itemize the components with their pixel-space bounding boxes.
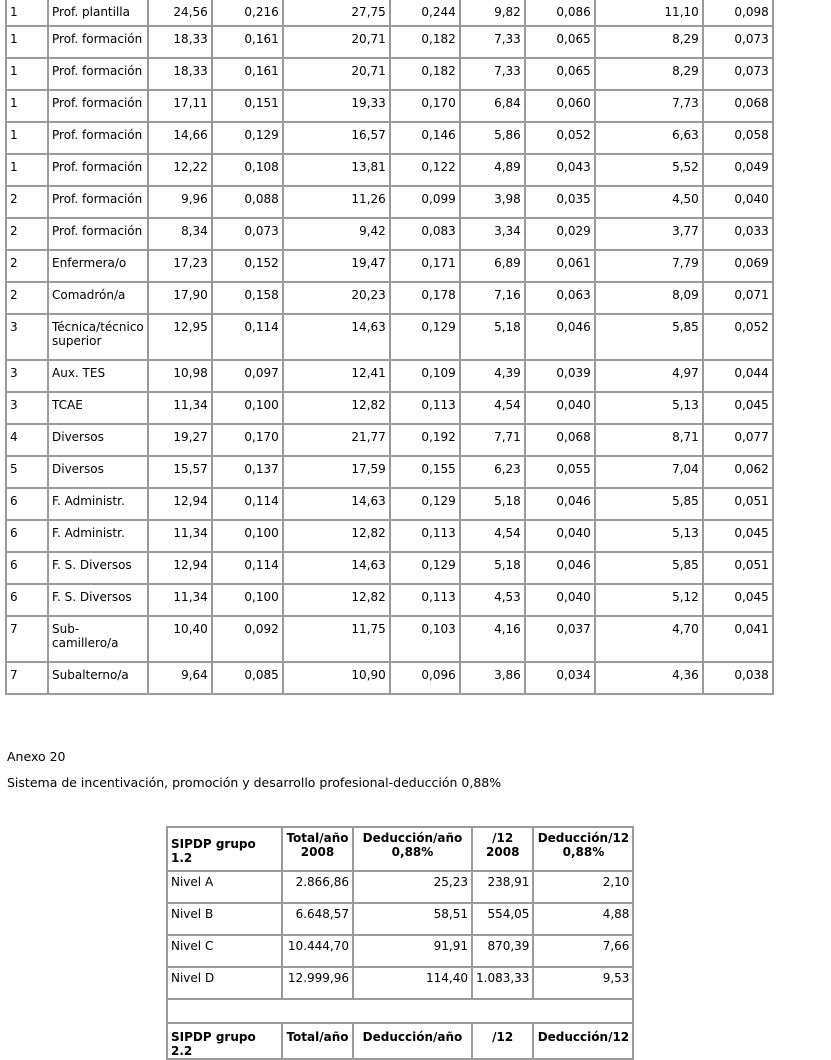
table-row: [7, 219, 774, 251]
value-cell: 12,22: [149, 155, 213, 187]
header-row: [168, 828, 634, 872]
table-row: [7, 59, 774, 91]
group-cell: 3: [7, 361, 49, 393]
value-cell: 0,040: [704, 187, 774, 219]
value-cell: 0,108: [213, 155, 284, 187]
level-cell: Nivel C: [168, 936, 283, 968]
group-cell: 1: [7, 27, 49, 59]
value-cell: 12.999,96: [283, 968, 354, 1000]
value-cell: 15,57: [149, 457, 213, 489]
value-cell: 5,18: [461, 489, 526, 521]
salary-table: [5, 0, 774, 695]
value-cell: 12,94: [149, 489, 213, 521]
value-cell: 19,47: [284, 251, 391, 283]
value-cell: 4,97: [596, 361, 704, 393]
value-cell: 0,063: [526, 283, 596, 315]
group-cell: 1: [7, 59, 49, 91]
value-cell: 10,40: [149, 617, 213, 663]
table-row: [7, 0, 774, 27]
value-cell: 0,062: [704, 457, 774, 489]
value-cell: 0,182: [391, 27, 461, 59]
value-cell: 4,53: [461, 585, 526, 617]
table-row: [168, 936, 634, 968]
table-row: [7, 553, 774, 585]
table-row: [168, 968, 634, 1000]
value-cell: 0,216: [213, 0, 284, 27]
column-header: SIPDP grupo 2.2: [168, 1024, 283, 1060]
column-header: Total/año: [283, 1024, 354, 1060]
table-row: [7, 425, 774, 457]
value-cell: 0,065: [526, 27, 596, 59]
value-cell: 0,088: [213, 187, 284, 219]
value-cell: 0,151: [213, 91, 284, 123]
value-cell: 3,98: [461, 187, 526, 219]
value-cell: 12,41: [284, 361, 391, 393]
header-row: [168, 1024, 634, 1060]
category-cell: F. Administr.: [49, 489, 149, 521]
value-cell: 0,114: [213, 315, 284, 361]
value-cell: 7,04: [596, 457, 704, 489]
group-cell: 3: [7, 315, 49, 361]
category-cell: F. Administr.: [49, 521, 149, 553]
column-header: Deducción/año: [354, 1024, 473, 1060]
value-cell: 0,192: [391, 425, 461, 457]
level-cell: Nivel D: [168, 968, 283, 1000]
value-cell: 0,097: [213, 361, 284, 393]
value-cell: 7,33: [461, 27, 526, 59]
category-cell: Prof. formación: [49, 187, 149, 219]
value-cell: 238,91: [473, 872, 534, 904]
value-cell: 0,046: [526, 553, 596, 585]
value-cell: 0,044: [704, 361, 774, 393]
value-cell: 0,061: [526, 251, 596, 283]
table-row: [7, 187, 774, 219]
column-header: SIPDP grupo 1.2: [168, 828, 283, 872]
value-cell: 0,045: [704, 521, 774, 553]
column-header: Deducción/año 0,88%: [354, 828, 473, 872]
value-cell: 0,182: [391, 59, 461, 91]
table-row: [168, 872, 634, 904]
value-cell: 7,71: [461, 425, 526, 457]
value-cell: 0,113: [391, 393, 461, 425]
value-cell: 9,42: [284, 219, 391, 251]
value-cell: 6,23: [461, 457, 526, 489]
category-cell: Comadrón/a: [49, 283, 149, 315]
value-cell: 0,029: [526, 219, 596, 251]
value-cell: 11,26: [284, 187, 391, 219]
value-cell: 14,63: [284, 553, 391, 585]
group-cell: 4: [7, 425, 49, 457]
value-cell: 0,170: [391, 91, 461, 123]
value-cell: 2.866,86: [283, 872, 354, 904]
value-cell: 0,171: [391, 251, 461, 283]
value-cell: 4,89: [461, 155, 526, 187]
group-cell: 2: [7, 283, 49, 315]
value-cell: 6,63: [596, 123, 704, 155]
value-cell: 0,069: [704, 251, 774, 283]
value-cell: 24,56: [149, 0, 213, 27]
value-cell: 0,129: [391, 553, 461, 585]
value-cell: 0,122: [391, 155, 461, 187]
table-row: [7, 663, 774, 695]
value-cell: 114,40: [354, 968, 473, 1000]
category-cell: Sub- camillero/a: [49, 617, 149, 663]
value-cell: 17,23: [149, 251, 213, 283]
value-cell: 870,39: [473, 936, 534, 968]
value-cell: 8,29: [596, 59, 704, 91]
group-cell: 2: [7, 187, 49, 219]
value-cell: 0,114: [213, 553, 284, 585]
sipdp-table: [166, 826, 634, 1060]
level-cell: Nivel A: [168, 872, 283, 904]
value-cell: 4,54: [461, 521, 526, 553]
category-cell: Prof. formación: [49, 219, 149, 251]
category-cell: Prof. formación: [49, 155, 149, 187]
value-cell: 20,71: [284, 27, 391, 59]
value-cell: 11,34: [149, 521, 213, 553]
value-cell: 7,16: [461, 283, 526, 315]
table-row: [7, 617, 774, 663]
value-cell: 0,039: [526, 361, 596, 393]
category-cell: F. S. Diversos: [49, 553, 149, 585]
value-cell: 8,71: [596, 425, 704, 457]
category-cell: Prof. formación: [49, 59, 149, 91]
value-cell: 6,89: [461, 251, 526, 283]
category-cell: Subalterno/a: [49, 663, 149, 695]
category-cell: Prof. plantilla: [49, 0, 149, 27]
value-cell: 0,033: [704, 219, 774, 251]
table-row: [7, 489, 774, 521]
table-row: [7, 315, 774, 361]
value-cell: 4,16: [461, 617, 526, 663]
table-row: [7, 91, 774, 123]
value-cell: 27,75: [284, 0, 391, 27]
value-cell: 0,100: [213, 393, 284, 425]
value-cell: 17,90: [149, 283, 213, 315]
value-cell: 5,13: [596, 521, 704, 553]
value-cell: 5,12: [596, 585, 704, 617]
table-row: [7, 393, 774, 425]
value-cell: 16,57: [284, 123, 391, 155]
value-cell: 0,170: [213, 425, 284, 457]
value-cell: 0,073: [213, 219, 284, 251]
value-cell: 21,77: [284, 425, 391, 457]
value-cell: 0,085: [213, 663, 284, 695]
value-cell: 9,53: [534, 968, 634, 1000]
value-cell: 0,158: [213, 283, 284, 315]
value-cell: 12,82: [284, 521, 391, 553]
group-cell: 6: [7, 489, 49, 521]
value-cell: 0,068: [704, 91, 774, 123]
value-cell: 0,103: [391, 617, 461, 663]
value-cell: 0,083: [391, 219, 461, 251]
value-cell: 20,23: [284, 283, 391, 315]
value-cell: 10.444,70: [283, 936, 354, 968]
value-cell: 4,88: [534, 904, 634, 936]
value-cell: 0,068: [526, 425, 596, 457]
column-header: Deducción/12: [534, 1024, 634, 1060]
table-row: [168, 904, 634, 936]
value-cell: 0,035: [526, 187, 596, 219]
value-cell: 0,086: [526, 0, 596, 27]
value-cell: 0,046: [526, 489, 596, 521]
value-cell: 1.083,33: [473, 968, 534, 1000]
table-row: [7, 585, 774, 617]
value-cell: 0,071: [704, 283, 774, 315]
value-cell: 3,34: [461, 219, 526, 251]
value-cell: 7,79: [596, 251, 704, 283]
value-cell: 3,77: [596, 219, 704, 251]
table-row: [7, 457, 774, 489]
value-cell: 0,051: [704, 553, 774, 585]
value-cell: 18,33: [149, 59, 213, 91]
value-cell: 4,70: [596, 617, 704, 663]
value-cell: 91,91: [354, 936, 473, 968]
spacer-row: [168, 1000, 634, 1024]
group-cell: 6: [7, 585, 49, 617]
value-cell: 11,10: [596, 0, 704, 27]
value-cell: 19,27: [149, 425, 213, 457]
category-cell: Aux. TES: [49, 361, 149, 393]
value-cell: 0,041: [704, 617, 774, 663]
value-cell: 0,046: [526, 315, 596, 361]
category-cell: TCAE: [49, 393, 149, 425]
value-cell: 13,81: [284, 155, 391, 187]
column-header: /12 2008: [473, 828, 534, 872]
value-cell: 17,11: [149, 91, 213, 123]
group-cell: 2: [7, 251, 49, 283]
value-cell: 12,82: [284, 585, 391, 617]
value-cell: 4,39: [461, 361, 526, 393]
value-cell: 10,90: [284, 663, 391, 695]
value-cell: 14,63: [284, 315, 391, 361]
value-cell: 0,065: [526, 59, 596, 91]
value-cell: 3,86: [461, 663, 526, 695]
value-cell: 25,23: [354, 872, 473, 904]
value-cell: 0,114: [213, 489, 284, 521]
value-cell: 0,052: [526, 123, 596, 155]
value-cell: 0,161: [213, 59, 284, 91]
value-cell: 5,18: [461, 315, 526, 361]
group-cell: 1: [7, 155, 49, 187]
value-cell: 0,178: [391, 283, 461, 315]
value-cell: 0,055: [526, 457, 596, 489]
value-cell: 0,100: [213, 521, 284, 553]
value-cell: 0,100: [213, 585, 284, 617]
group-cell: 3: [7, 393, 49, 425]
category-cell: Diversos: [49, 425, 149, 457]
value-cell: 12,82: [284, 393, 391, 425]
group-cell: 6: [7, 553, 49, 585]
value-cell: 0,146: [391, 123, 461, 155]
category-cell: Diversos: [49, 457, 149, 489]
annex-subtitle: Sistema de incentivación, promoción y desarrollo profesional-deducción 0,88%: [7, 775, 502, 790]
value-cell: 7,33: [461, 59, 526, 91]
value-cell: 0,058: [704, 123, 774, 155]
spacer-cell: [168, 1000, 634, 1024]
value-cell: 9,82: [461, 0, 526, 27]
group-cell: 7: [7, 617, 49, 663]
table-row: [7, 155, 774, 187]
value-cell: 12,95: [149, 315, 213, 361]
value-cell: 11,75: [284, 617, 391, 663]
category-cell: Prof. formación: [49, 123, 149, 155]
level-cell: Nivel B: [168, 904, 283, 936]
value-cell: 0,073: [704, 59, 774, 91]
group-cell: 2: [7, 219, 49, 251]
value-cell: 0,109: [391, 361, 461, 393]
value-cell: 0,161: [213, 27, 284, 59]
value-cell: 18,33: [149, 27, 213, 59]
value-cell: 11,34: [149, 393, 213, 425]
annex-title: Anexo 20: [7, 749, 66, 764]
column-header: /12: [473, 1024, 534, 1060]
value-cell: 0,049: [704, 155, 774, 187]
value-cell: 6.648,57: [283, 904, 354, 936]
value-cell: 12,94: [149, 553, 213, 585]
value-cell: 5,13: [596, 393, 704, 425]
table-row: [7, 251, 774, 283]
value-cell: 0,040: [526, 393, 596, 425]
table-row: [7, 283, 774, 315]
value-cell: 58,51: [354, 904, 473, 936]
value-cell: 0,113: [391, 521, 461, 553]
value-cell: 0,129: [213, 123, 284, 155]
category-cell: Técnica/técnico superior: [49, 315, 149, 361]
group-cell: 1: [7, 123, 49, 155]
value-cell: 5,52: [596, 155, 704, 187]
value-cell: 17,59: [284, 457, 391, 489]
group-cell: 5: [7, 457, 49, 489]
value-cell: 0,137: [213, 457, 284, 489]
table-row: [7, 123, 774, 155]
value-cell: 0,155: [391, 457, 461, 489]
value-cell: 4,36: [596, 663, 704, 695]
value-cell: 0,052: [704, 315, 774, 361]
value-cell: 0,034: [526, 663, 596, 695]
value-cell: 0,244: [391, 0, 461, 27]
category-cell: Prof. formación: [49, 27, 149, 59]
category-cell: Prof. formación: [49, 91, 149, 123]
value-cell: 5,85: [596, 315, 704, 361]
value-cell: 0,096: [391, 663, 461, 695]
value-cell: 10,98: [149, 361, 213, 393]
value-cell: 11,34: [149, 585, 213, 617]
value-cell: 5,18: [461, 553, 526, 585]
table-row: [7, 361, 774, 393]
value-cell: 0,129: [391, 315, 461, 361]
value-cell: 554,05: [473, 904, 534, 936]
group-cell: 7: [7, 663, 49, 695]
value-cell: 2,10: [534, 872, 634, 904]
group-cell: 6: [7, 521, 49, 553]
table-row: [7, 521, 774, 553]
table-row: [7, 27, 774, 59]
value-cell: 9,64: [149, 663, 213, 695]
value-cell: 0,099: [391, 187, 461, 219]
value-cell: 0,040: [526, 521, 596, 553]
value-cell: 7,66: [534, 936, 634, 968]
value-cell: 0,077: [704, 425, 774, 457]
value-cell: 0,051: [704, 489, 774, 521]
value-cell: 0,043: [526, 155, 596, 187]
column-header: Total/año 2008: [283, 828, 354, 872]
value-cell: 0,045: [704, 585, 774, 617]
value-cell: 14,63: [284, 489, 391, 521]
value-cell: 0,129: [391, 489, 461, 521]
value-cell: 5,85: [596, 489, 704, 521]
value-cell: 0,038: [704, 663, 774, 695]
value-cell: 20,71: [284, 59, 391, 91]
value-cell: 0,092: [213, 617, 284, 663]
value-cell: 0,037: [526, 617, 596, 663]
group-cell: 1: [7, 0, 49, 27]
value-cell: 4,54: [461, 393, 526, 425]
value-cell: 7,73: [596, 91, 704, 123]
value-cell: 14,66: [149, 123, 213, 155]
value-cell: 0,045: [704, 393, 774, 425]
group-cell: 1: [7, 91, 49, 123]
category-cell: F. S. Diversos: [49, 585, 149, 617]
value-cell: 0,073: [704, 27, 774, 59]
value-cell: 0,098: [704, 0, 774, 27]
value-cell: 0,060: [526, 91, 596, 123]
value-cell: 0,152: [213, 251, 284, 283]
value-cell: 5,86: [461, 123, 526, 155]
value-cell: 0,113: [391, 585, 461, 617]
value-cell: 8,09: [596, 283, 704, 315]
value-cell: 6,84: [461, 91, 526, 123]
column-header: Deducción/12 0,88%: [534, 828, 634, 872]
value-cell: 19,33: [284, 91, 391, 123]
value-cell: 9,96: [149, 187, 213, 219]
value-cell: 8,34: [149, 219, 213, 251]
value-cell: 8,29: [596, 27, 704, 59]
category-cell: Enfermera/o: [49, 251, 149, 283]
value-cell: 5,85: [596, 553, 704, 585]
value-cell: 0,040: [526, 585, 596, 617]
value-cell: 4,50: [596, 187, 704, 219]
